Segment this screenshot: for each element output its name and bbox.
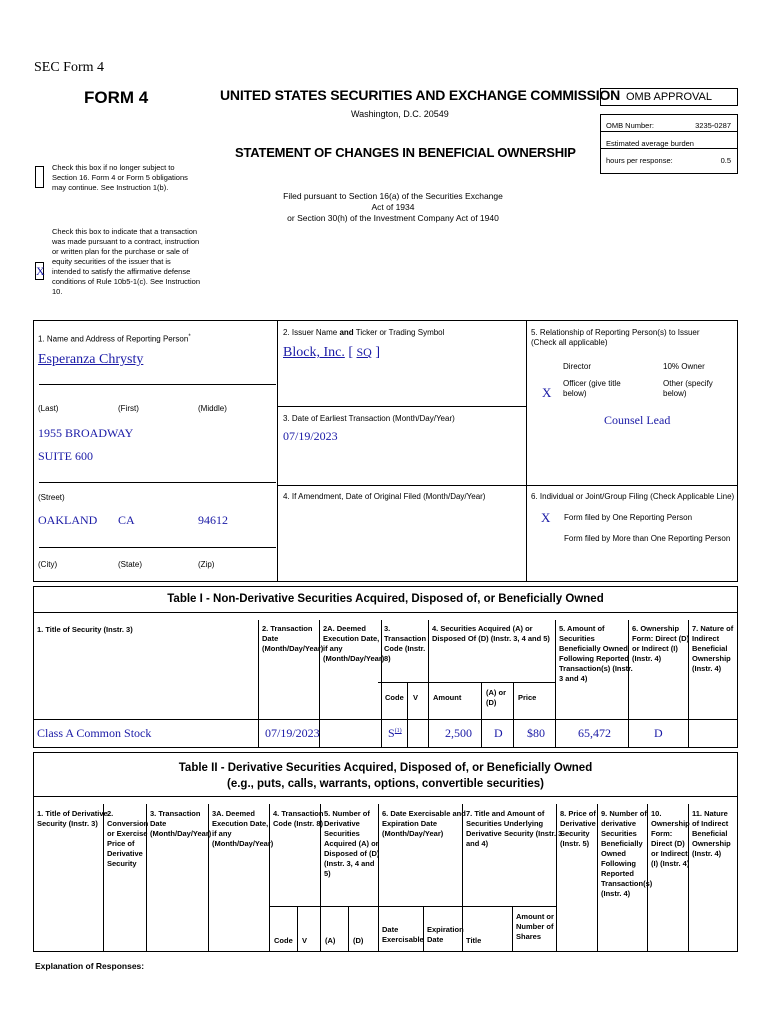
- t2-c9-line-7: Reported: [601, 869, 634, 878]
- omb-burden-label: Estimated average burden: [606, 139, 694, 148]
- t2-c11-line-2: of Indirect: [692, 819, 729, 828]
- t2-c8-line-4: (Instr. 5): [560, 839, 590, 848]
- t1-sub-ad: [486, 688, 506, 708]
- t2-sub-title: Title: [466, 936, 482, 945]
- t1-col5-line-5: Transaction(s) (Instr.: [559, 664, 633, 673]
- t1-row-code-value: S: [388, 726, 395, 740]
- t2-c10-line-2: Ownership: [651, 819, 690, 828]
- t2-c8-line-1: 8. Price of: [560, 809, 596, 818]
- first-label: (First): [118, 404, 139, 413]
- t2-c3a-line-1: 3A. Deemed: [212, 809, 255, 818]
- t1-sub-ad-line-2: (D): [486, 698, 497, 707]
- t2-sub-date-ex-line-1: Date: [382, 925, 399, 934]
- reporting-person-name-link[interactable]: Esperanza Chrysty: [38, 352, 144, 367]
- issuer-label: [283, 328, 444, 338]
- amendment-label: 4. If Amendment, Date of Original Filed (Month/Day/Year): [283, 492, 486, 501]
- t2-c5-line-1: 5. Number of: [324, 809, 370, 818]
- t1-col2a-line-1: 2A. Deemed: [323, 624, 366, 633]
- t2-c9-line-3: Securities: [601, 829, 637, 838]
- issuer-label-and: and: [339, 328, 354, 337]
- t2-c5-line-6: (Instr. 3, 4 and: [324, 859, 375, 868]
- checkbox2-line-7: 10.: [52, 287, 63, 296]
- sec-form-label: SEC Form 4: [34, 60, 105, 75]
- t1-row-amount: 2,500: [445, 726, 472, 740]
- t1-sub-code: Code: [385, 693, 404, 702]
- city-label: (City): [38, 560, 58, 569]
- t2-c3a-line-4: (Month/Day/Year): [212, 839, 274, 848]
- t1-col2-header: [262, 624, 323, 654]
- checkbox2-line-2: was made pursuant to a contract, instruction: [52, 237, 200, 246]
- t2-c3-header: [150, 809, 211, 839]
- street-line-1: 1955 BROADWAY: [38, 426, 134, 440]
- t1-col2-line-1: 2. Transaction: [262, 624, 313, 633]
- t1-col5-line-6: 3 and 4): [559, 674, 588, 683]
- checkbox2-line-5: intended to satisfy the affirmative defense: [52, 267, 191, 276]
- t2-c9-header: [601, 809, 652, 899]
- issuer-name-link[interactable]: Block, Inc.: [283, 345, 345, 360]
- filing-one-mark: X: [541, 510, 551, 525]
- earliest-transaction-label: 3. Date of Earliest Transaction (Month/Day/Year): [283, 414, 455, 423]
- checkbox2-line-1: Check this box to indicate that a transaction: [52, 227, 198, 236]
- t2-c8-line-2: Derivative: [560, 819, 596, 828]
- t2-c7-line-2: Securities Underlying: [466, 819, 544, 828]
- t2-sub-date-ex-line-2: Exercisable: [382, 935, 424, 944]
- t1-sub-v: V: [413, 693, 419, 702]
- t1-row-code: [388, 726, 402, 741]
- rule-10b5-mark: X: [36, 264, 45, 278]
- t2-c2-line-3: or Exercise: [107, 829, 148, 838]
- t1-col7-line-4: Ownership: [692, 654, 731, 663]
- t2-c8-line-3: Security: [560, 829, 590, 838]
- state-value: CA: [118, 513, 135, 527]
- t1-col2a-line-3: if any: [323, 644, 343, 653]
- agency-location: Washington, D.C. 20549: [351, 109, 449, 119]
- t2-c1-line-2: Security (Instr. 3): [37, 819, 98, 828]
- t2-c2-line-5: Derivative: [107, 849, 143, 858]
- omb-number-label: OMB Number:: [606, 121, 654, 130]
- t2-sub-amt-line-2: Number of: [516, 922, 554, 931]
- t1-col7-line-5: (Instr. 4): [692, 664, 722, 673]
- t2-c6-line-2: Expiration Date: [382, 819, 438, 828]
- t2-c5-line-7: 5): [324, 869, 331, 878]
- street-line-2: SUITE 600: [38, 449, 93, 463]
- t1-col4-line-2: Disposed Of (D) (Instr. 3, 4 and 5): [432, 634, 550, 643]
- reporting-person-label-text: 1. Name and Address of Reporting Person: [38, 334, 189, 344]
- t1-col5-line-4: Following Reported: [559, 654, 629, 663]
- ticker-close: ]: [371, 345, 381, 360]
- checkbox2-line-6: conditions of Rule 10b5-1(c). See Instruction: [52, 277, 200, 286]
- t2-c2-header: [107, 809, 148, 869]
- t2-c7-line-4: and 4): [466, 839, 489, 848]
- table-2-title-2: (e.g., puts, calls, warrants, options, convertible securities): [227, 778, 544, 790]
- rule-10b5-checkbox[interactable]: [35, 262, 44, 280]
- t1-col6-line-4: (Instr. 4): [632, 654, 662, 663]
- filing-label: 6. Individual or Joint/Group Filing (Check Applicable Line): [531, 492, 735, 501]
- t1-sub-ad-line-1: (A) or: [486, 688, 506, 697]
- t1-col6-line-1: 6. Ownership: [632, 624, 680, 633]
- other-line-2: below): [663, 389, 687, 398]
- checkbox1-text: [52, 163, 188, 193]
- issuer-label-post: Ticker or Trading Symbol: [353, 328, 445, 337]
- omb-box: [600, 114, 738, 174]
- t1-col3-line-2: Transaction: [384, 634, 427, 643]
- t2-c9-line-1: 9. Number of: [601, 809, 647, 818]
- t2-c3a-line-3: if any: [212, 829, 232, 838]
- issuer-ticker-link[interactable]: SQ: [356, 345, 372, 359]
- t2-sub-date-ex: [382, 925, 424, 945]
- form-name: FORM 4: [84, 88, 149, 107]
- middle-label: (Middle): [198, 404, 227, 413]
- t2-sub-amt-line-1: Amount or: [516, 912, 554, 921]
- ticker-open: [: [344, 345, 357, 360]
- t1-col2-line-3: (Month/Day/Year): [262, 644, 324, 653]
- t2-c11-header: [692, 809, 731, 859]
- t1-col4-line-1: 4. Securities Acquired (A) or: [432, 624, 533, 633]
- issuer-label-pre: 2. Issuer Name: [283, 328, 340, 337]
- t1-col5-line-1: 5. Amount of: [559, 624, 605, 633]
- table-2-title-1: Table II - Derivative Securities Acquired, Disposed of, or Beneficially Owned: [178, 762, 593, 774]
- t1-col7-line-2: Indirect: [692, 634, 720, 643]
- filing-one-option[interactable]: Form filed by One Reporting Person: [564, 513, 693, 522]
- officer-mark: X: [542, 385, 552, 400]
- t2-c4-header: [273, 809, 323, 829]
- t2-c2-line-2: Conversion: [107, 819, 149, 828]
- filed-pursuant: [278, 191, 508, 224]
- t1-col2-line-2: Date: [262, 634, 279, 643]
- checkbox2-line-4: equity securities of the issuer that is: [52, 257, 171, 266]
- t1-col5-line-2: Securities: [559, 634, 595, 643]
- t2-c5-line-2: Derivative: [324, 819, 360, 828]
- t1-col3-header: [384, 624, 426, 664]
- earliest-transaction-value: 07/19/2023: [283, 429, 338, 443]
- other-line-1: Other (specify: [663, 379, 713, 388]
- t2-sub-exp: [427, 925, 464, 945]
- relationship-label-1: 5. Relationship of Reporting Person(s) to Issuer: [531, 328, 700, 337]
- other-option[interactable]: [663, 379, 713, 399]
- t1-col6-line-2: Form: Direct (D): [632, 634, 690, 643]
- t2-c3-line-1: 3. Transaction: [150, 809, 201, 818]
- state-label: (State): [118, 560, 143, 569]
- t2-sub-code: Code: [274, 936, 293, 945]
- reporting-person-label: [38, 332, 191, 345]
- t2-sub-v: V: [302, 936, 308, 945]
- t1-col3-line-4: 8): [384, 654, 391, 663]
- omb-approval-header: [600, 88, 738, 106]
- last-label: (Last): [38, 404, 59, 413]
- t2-c6-header: [382, 809, 466, 839]
- officer-line-2: below): [563, 389, 587, 398]
- t2-c4-line-1: 4. Transaction: [273, 809, 324, 818]
- t1-row-code-footnote[interactable]: (1): [394, 728, 402, 734]
- omb-hours-value: 0.5: [720, 156, 731, 165]
- t1-col1-header: 1. Title of Security (Instr. 3): [37, 625, 133, 634]
- ten-percent-owner-option[interactable]: 10% Owner: [663, 362, 705, 371]
- t2-c5-header: [324, 809, 379, 879]
- t2-c10-line-1: 10.: [651, 809, 662, 818]
- t1-col2a-header: [323, 624, 384, 664]
- checkbox2-text: [52, 227, 200, 297]
- t2-sub-a: (A): [325, 936, 336, 945]
- t2-c3a-line-2: Execution Date,: [212, 819, 269, 828]
- t2-c2-line-6: Security: [107, 859, 137, 868]
- no-longer-subject-checkbox[interactable]: [35, 166, 44, 188]
- t1-col7-line-1: 7. Nature of: [692, 624, 734, 633]
- zip-value: 94612: [198, 513, 228, 527]
- checkbox1-line-2: Section 16. Form 4 or Form 5 obligations: [52, 173, 188, 182]
- officer-line-1: Officer (give title: [563, 379, 621, 388]
- t2-sub-d: (D): [353, 936, 364, 945]
- checkbox1-line-1: Check this box if no longer subject to: [52, 163, 175, 172]
- table-1-title: Table I - Non-Derivative Securities Acquired, Disposed of, or Beneficially Owned: [167, 593, 604, 605]
- t1-col7-header: [692, 624, 733, 674]
- t2-c4-line-2: Code (Instr. 8): [273, 819, 324, 828]
- zip-label: (Zip): [198, 560, 215, 569]
- t2-c5-line-3: Securities: [324, 829, 360, 838]
- t1-col6-line-3: or Indirect (I): [632, 644, 678, 653]
- t2-c9-line-2: derivative: [601, 819, 637, 828]
- issuer-name-row: [283, 345, 380, 361]
- t1-col5-header: [559, 624, 633, 684]
- street-label: (Street): [38, 493, 65, 502]
- t1-row-owned: 65,472: [578, 726, 611, 740]
- t1-row-price: $80: [527, 726, 545, 740]
- t2-c2-line-4: Price of: [107, 839, 135, 848]
- t2-sub-amt-line-3: Shares: [516, 932, 542, 941]
- city-value: OAKLAND: [38, 513, 98, 527]
- t2-c3-line-3: (Month/Day/Year): [150, 829, 212, 838]
- t2-c7-line-1: 7. Title and Amount of: [466, 809, 545, 818]
- t2-sub-exp-line-1: Expiration: [427, 925, 464, 934]
- t2-c10-line-4: Direct (D): [651, 839, 685, 848]
- t2-c1-header: [37, 809, 108, 829]
- t2-c5-line-5: Disposed of (D): [324, 849, 380, 858]
- table-2-title: [33, 760, 738, 792]
- t2-c10-line-5: or Indirect: [651, 849, 688, 858]
- relationship-label: [531, 328, 700, 348]
- t2-c9-line-5: Owned: [601, 849, 627, 858]
- t1-row-date: 07/19/2023: [265, 726, 320, 740]
- checkbox2-line-3: or written plan for the purchase or sale of: [52, 247, 189, 256]
- t2-c3a-header: [212, 809, 273, 849]
- filed-line-2: or Section 30(h) of the Investment Company Act of 1940: [287, 213, 499, 223]
- t1-row-ad: D: [494, 726, 503, 740]
- reporting-person-label-sup: *: [188, 334, 191, 340]
- t2-c11-line-4: Ownership: [692, 839, 731, 848]
- t1-col3-line-3: Code (Instr.: [384, 644, 426, 653]
- t1-col4-header: [432, 624, 550, 644]
- t2-sub-exp-line-2: Date: [427, 935, 444, 944]
- t1-col7-line-3: Beneficial: [692, 644, 728, 653]
- officer-title-value: Counsel Lead: [604, 413, 671, 427]
- t1-col5-line-3: Beneficially Owned: [559, 644, 628, 653]
- filing-more-option[interactable]: Form filed by More than One Reporting Person: [564, 534, 731, 543]
- checkbox1-line-3: may continue. See Instruction 1(b).: [52, 183, 169, 192]
- t2-c7-line-3: Derivative Security (Instr. 3: [466, 829, 563, 838]
- t2-sub-amt: [516, 912, 554, 942]
- director-option[interactable]: Director: [563, 362, 592, 371]
- statement-title: STATEMENT OF CHANGES IN BENEFICIAL OWNERSHIP: [235, 145, 576, 160]
- officer-option[interactable]: [563, 379, 621, 399]
- t2-c11-line-1: 11. Nature: [692, 809, 728, 818]
- filed-line-1: Filed pursuant to Section 16(a) of the Securities Exchange Act of 1934: [283, 191, 503, 212]
- t1-sub-amount: Amount: [433, 693, 462, 702]
- t2-c3-line-2: Date: [150, 819, 167, 828]
- explanation-heading: Explanation of Responses:: [35, 961, 145, 971]
- t2-c1-line-1: 1. Title of Derivative: [37, 809, 108, 818]
- t2-c9-line-9: (Instr. 4): [601, 889, 631, 898]
- t2-c8-header: [560, 809, 596, 849]
- t2-c10-line-6: (I) (Instr. 4): [651, 859, 690, 868]
- t2-c10-line-3: Form:: [651, 829, 673, 838]
- t2-c9-line-6: Following: [601, 859, 636, 868]
- t2-c11-line-5: (Instr. 4): [692, 849, 722, 858]
- t1-sub-price: Price: [518, 693, 537, 702]
- t2-c9-line-4: Beneficially: [601, 839, 643, 848]
- agency-title: UNITED STATES SECURITIES AND EXCHANGE COMMISSION: [220, 87, 621, 103]
- t1-row-form: D: [654, 726, 663, 740]
- t1-col3-line-1: 3.: [384, 624, 391, 633]
- omb-hours-label: hours per response:: [606, 156, 673, 165]
- t2-c7-header: [466, 809, 562, 849]
- omb-title: OMB APPROVAL: [626, 91, 712, 103]
- t2-c11-line-3: Beneficial: [692, 829, 728, 838]
- t1-row-title: Class A Common Stock: [37, 726, 152, 740]
- t2-c2-line-1: 2.: [107, 809, 114, 818]
- t1-col6-header: [632, 624, 689, 664]
- t1-col2a-line-4: (Month/Day/Year): [323, 654, 385, 663]
- t2-c10-header: [651, 809, 690, 869]
- omb-number-value: 3235-0287: [695, 121, 731, 130]
- relationship-label-2: (Check all applicable): [531, 338, 608, 347]
- t2-c6-line-1: 6. Date Exercisable and: [382, 809, 466, 818]
- t1-col2a-line-2: Execution Date,: [323, 634, 380, 643]
- t2-c5-line-4: Acquired (A) or: [324, 839, 379, 848]
- t2-c6-line-3: (Month/Day/Year): [382, 829, 444, 838]
- t2-c9-line-8: Transaction(s): [601, 879, 653, 888]
